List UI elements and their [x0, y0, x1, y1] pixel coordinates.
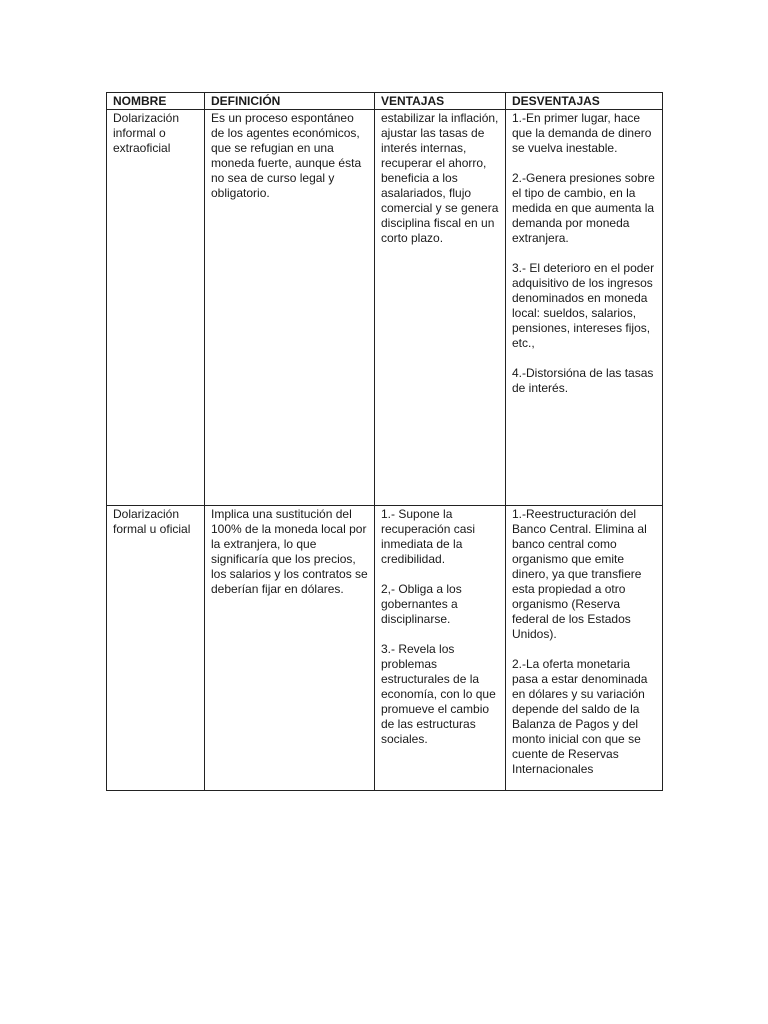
- cell-nombre: [107, 506, 205, 791]
- header-nombre: NOMBRE: [107, 93, 205, 110]
- desventaja-paragraph: 3.- El deterioro en el poder adquisitivo de los ingresos denominados en moneda local: sueldos, salarios, pensiones, intereses fijos, etc.,: [512, 261, 655, 350]
- cell-nombre: [107, 110, 205, 506]
- ventaja-paragraph: estabilizar la inflación, ajustar las tasas de interés internas, recuperar el ahorro, beneficia a los asalariados, flujo comercial y se genera disciplina fiscal en un corto plazo.: [381, 111, 499, 245]
- desventaja-paragraph: 2.-Genera presiones sobre el tipo de cambio, en la medida en que aumenta la demanda por moneda extranjera.: [512, 171, 655, 245]
- cell-ventajas: [375, 506, 506, 791]
- definicion-text: Implica una sustitución del 100% de la moneda local por la extranjera, lo que significaría que los precios, los salarios y los contratos se deberían fijar en dólares.: [211, 507, 368, 596]
- table-row: [107, 110, 663, 506]
- desventaja-paragraph: 2.-La oferta monetaria pasa a estar denominada en dólares y su variación depende del saldo de la Balanza de Pagos y del monto inicial con que se cuente de Reservas Internacionales: [512, 657, 648, 776]
- definicion-text: Es un proceso espontáneo de los agentes económicos, que se refugian en una moneda fuerte, aunque ésta no sea de curso legal y obligatorio.: [211, 111, 362, 200]
- cell-ventajas: [375, 110, 506, 506]
- cell-definicion: [205, 506, 375, 791]
- desventaja-paragraph: 1.-Reestructuración del Banco Central. Elimina al banco central como organismo que emite dinero, ya que transfiere esta propiedad a otro organismo (Reserva federal de los Estados Unidos).: [512, 507, 647, 641]
- comparison-table: [106, 92, 663, 791]
- nombre-text: Dolarización informal o extraoficial: [113, 111, 180, 155]
- cell-definicion: [205, 110, 375, 506]
- ventaja-paragraph: 3.- Revela los problemas estructurales de la economía, con lo que promueve el cambio de las estructuras sociales.: [381, 642, 496, 746]
- header-definicion: DEFINICIÓN: [205, 93, 375, 110]
- desventaja-paragraph: 4.-Distorsióna de las tasas de interés.: [512, 366, 654, 395]
- header-ventajas: VENTAJAS: [375, 93, 506, 110]
- ventaja-paragraph: 2,- Obliga a los gobernantes a disciplinarse.: [381, 582, 462, 626]
- desventaja-paragraph: 1.-En primer lugar, hace que la demanda de dinero se vuelva inestable.: [512, 111, 652, 155]
- cell-desventajas: [506, 506, 663, 791]
- ventaja-paragraph: 1.- Supone la recuperación casi inmediata de la credibilidad.: [381, 507, 476, 566]
- table-header-row: [107, 93, 663, 110]
- cell-desventajas: [506, 110, 663, 506]
- nombre-text: Dolarización formal u oficial: [113, 507, 191, 536]
- header-desventajas: DESVENTAJAS: [506, 93, 663, 110]
- table-row: [107, 506, 663, 791]
